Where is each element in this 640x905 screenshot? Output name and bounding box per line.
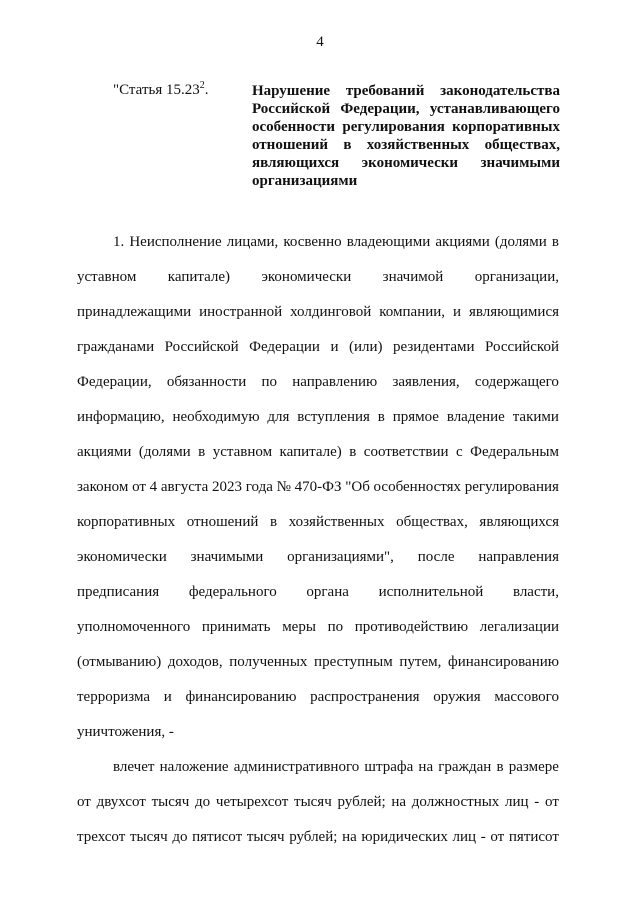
- body-word: пятисот: [192, 829, 243, 845]
- body-word: федерального: [188, 584, 277, 600]
- article-label-suffix: .: [204, 82, 209, 98]
- body-word: Российской: [485, 339, 559, 355]
- body-word: оружия: [433, 689, 481, 705]
- article-label-superscript: 2: [199, 80, 205, 91]
- title-word: регулирования: [342, 119, 445, 135]
- title-word: в: [343, 137, 352, 153]
- body-word: (долями: [494, 234, 547, 250]
- body-word: августа: [160, 479, 209, 495]
- body-word: вступления: [297, 409, 370, 425]
- body-word: в: [551, 234, 559, 250]
- title-word: организациями: [252, 173, 358, 189]
- page-number: 4: [316, 34, 324, 50]
- title-word: экономически: [361, 155, 459, 171]
- body-word: Федеральным: [470, 444, 559, 460]
- body-word: организации,: [474, 269, 559, 285]
- body-word: Неисполнение: [129, 234, 222, 250]
- body-line: [77, 723, 559, 741]
- article-label: [113, 82, 208, 99]
- body-word: капитале): [279, 444, 342, 460]
- body-word: уставном: [212, 444, 273, 460]
- body-word: отношений: [186, 514, 259, 530]
- body-word: 2023: [212, 479, 243, 495]
- body-word: значимыми: [190, 549, 264, 565]
- body-word: организациями",: [287, 549, 394, 565]
- body-word: распространения: [310, 689, 420, 705]
- article-label-text: "Статья 15.23: [113, 82, 200, 98]
- body-word: на: [418, 759, 434, 775]
- title-word: особенности: [252, 119, 336, 135]
- body-word: принадлежащими: [77, 304, 192, 320]
- body-word: после: [417, 549, 455, 565]
- article-title: [252, 82, 560, 190]
- title-word: обществах,: [484, 137, 560, 153]
- body-word: финансированию: [448, 654, 559, 670]
- body-line: [77, 618, 559, 636]
- body-line: [77, 443, 559, 461]
- body-word: легализации: [479, 619, 559, 635]
- body-word: размере: [508, 759, 559, 775]
- body-word: (отмыванию): [77, 654, 162, 670]
- body-word: значимой: [382, 269, 444, 285]
- body-word: меры: [282, 619, 316, 635]
- body-word: на: [342, 829, 357, 845]
- body-word: -: [168, 724, 174, 740]
- body-word: корпоративных: [77, 514, 176, 530]
- title-word: законодательства: [440, 83, 560, 99]
- body-line: [113, 233, 559, 251]
- body-word: административного: [233, 759, 360, 775]
- body-word: компании,: [379, 304, 446, 320]
- body-word: рублей;: [337, 794, 386, 810]
- body-word: уничтожения,: [77, 724, 166, 740]
- body-word: путем,: [399, 654, 442, 670]
- title-word: Российской: [252, 101, 331, 117]
- body-word: в: [377, 409, 385, 425]
- body-line: [77, 548, 559, 566]
- body-line: [77, 268, 559, 286]
- body-word: юридических: [361, 829, 448, 845]
- body-word: владение: [446, 409, 505, 425]
- body-word: содержащего: [474, 374, 559, 390]
- body-word: "Об: [345, 479, 370, 495]
- body-word: акциями: [77, 444, 132, 460]
- title-word: хозяйственных: [366, 137, 470, 153]
- body-word: обществах,: [396, 514, 468, 530]
- body-word: и: [452, 304, 462, 320]
- body-line: [113, 758, 559, 776]
- body-word: терроризма: [77, 689, 151, 705]
- article-title-line: [252, 100, 560, 118]
- title-word: Нарушение: [252, 83, 331, 99]
- body-word: преступным: [314, 654, 393, 670]
- body-word: должностных: [411, 794, 500, 810]
- body-word: (или): [348, 339, 383, 355]
- body-word: уполномоченного: [77, 619, 191, 635]
- body-word: Российской: [164, 339, 239, 355]
- body-word: исполнительной: [378, 584, 484, 600]
- body-word: тысяч: [246, 829, 285, 845]
- body-word: №: [276, 479, 291, 495]
- title-word: Федерации,: [340, 101, 420, 117]
- body-line: [77, 583, 559, 601]
- body-word: владеющими: [346, 234, 431, 250]
- body-word: полученных: [229, 654, 308, 670]
- body-word: тысяч: [294, 794, 332, 810]
- body-word: массового: [494, 689, 559, 705]
- article-title-line: [252, 136, 560, 154]
- body-word: граждан: [438, 759, 492, 775]
- body-word: являющимися: [468, 304, 559, 320]
- body-word: до: [195, 794, 211, 810]
- body-word: органа: [306, 584, 349, 600]
- title-word: устанавливающего: [429, 101, 560, 117]
- body-line: [77, 513, 559, 531]
- body-word: регулирования: [464, 479, 559, 495]
- article-title-line: [252, 172, 560, 190]
- title-word: корпоративных: [452, 119, 560, 135]
- body-word: в: [496, 759, 504, 775]
- body-word: хозяйственных: [288, 514, 385, 530]
- body-word: четырехсот: [215, 794, 289, 810]
- body-word: пятисот: [508, 829, 559, 845]
- body-word: рублей;: [289, 829, 338, 845]
- body-word: иностранной: [199, 304, 283, 320]
- body-word: наложение: [159, 759, 229, 775]
- body-word: законом: [77, 479, 129, 495]
- body-word: по: [327, 619, 344, 635]
- body-word: информацию,: [77, 409, 165, 425]
- title-word: требований: [345, 83, 425, 99]
- body-line: [77, 478, 559, 496]
- body-word: направления: [478, 549, 559, 565]
- body-word: резидентами: [393, 339, 475, 355]
- body-word: экономически: [77, 549, 167, 565]
- body-word: от: [490, 829, 505, 845]
- body-word: обязанности: [166, 374, 247, 390]
- body-word: и: [330, 339, 339, 355]
- body-word: до: [172, 829, 188, 845]
- body-word: необходимую: [172, 409, 260, 425]
- body-line: [77, 303, 559, 321]
- body-word: финансированию: [185, 689, 297, 705]
- body-word: на: [391, 794, 407, 810]
- body-word: 4: [149, 479, 158, 495]
- body-line: [77, 338, 559, 356]
- body-word: -: [480, 829, 486, 845]
- body-word: такими: [512, 409, 559, 425]
- title-word: значимыми: [480, 155, 560, 171]
- body-word: гражданами: [77, 339, 155, 355]
- body-word: акциями: [435, 234, 490, 250]
- body-word: противодействию: [354, 619, 469, 635]
- body-word: в: [349, 444, 357, 460]
- body-word: соответствии: [363, 444, 449, 460]
- article-title-line: [252, 118, 560, 136]
- body-word: особенностях: [373, 479, 462, 495]
- body-word: Федерации: [249, 339, 320, 355]
- body-word: от: [545, 794, 559, 810]
- body-word: капитале): [167, 269, 231, 285]
- body-word: от: [77, 794, 91, 810]
- body-word: доходов,: [167, 654, 223, 670]
- body-word: являющихся: [479, 514, 559, 530]
- title-word: являющихся: [252, 155, 340, 171]
- body-word: 1.: [113, 234, 125, 250]
- body-word: для: [267, 409, 290, 425]
- body-word: с: [456, 444, 463, 460]
- body-word: лиц: [505, 794, 529, 810]
- body-word: (долями: [138, 444, 191, 460]
- body-word: лицами,: [226, 234, 279, 250]
- body-word: прямое: [392, 409, 439, 425]
- body-word: трехсот: [77, 829, 126, 845]
- body-word: и: [163, 689, 172, 705]
- body-word: 470-ФЗ: [294, 479, 342, 495]
- title-word: отношений: [252, 137, 329, 153]
- body-word: Федерации,: [77, 374, 152, 390]
- body-line: [77, 688, 559, 706]
- body-line: [77, 373, 559, 391]
- body-word: косвенно: [283, 234, 342, 250]
- body-word: в: [198, 444, 206, 460]
- article-title-line: [252, 82, 560, 100]
- body-word: влечет: [113, 759, 155, 775]
- article-title-line: [252, 154, 560, 172]
- body-word: года: [245, 479, 273, 495]
- body-line: [77, 408, 559, 426]
- body-word: по: [261, 374, 278, 390]
- body-word: -: [534, 794, 540, 810]
- body-line: [77, 653, 559, 671]
- body-word: принимать: [201, 619, 271, 635]
- body-word: тысяч: [151, 794, 190, 810]
- body-word: направлению: [292, 374, 378, 390]
- body-word: уставном: [77, 269, 137, 285]
- body-word: двухсот: [96, 794, 146, 810]
- body-word: предписания: [77, 584, 160, 600]
- body-word: экономически: [261, 269, 352, 285]
- body-word: власти,: [512, 584, 559, 600]
- body-word: лиц: [452, 829, 477, 845]
- body-word: в: [270, 514, 278, 530]
- body-word: заявления,: [392, 374, 460, 390]
- body-word: от: [132, 479, 146, 495]
- body-word: тысяч: [129, 829, 168, 845]
- body-line: [77, 828, 559, 846]
- body-word: штрафа: [364, 759, 414, 775]
- body-word: холдинговой: [290, 304, 372, 320]
- body-line: [77, 793, 559, 811]
